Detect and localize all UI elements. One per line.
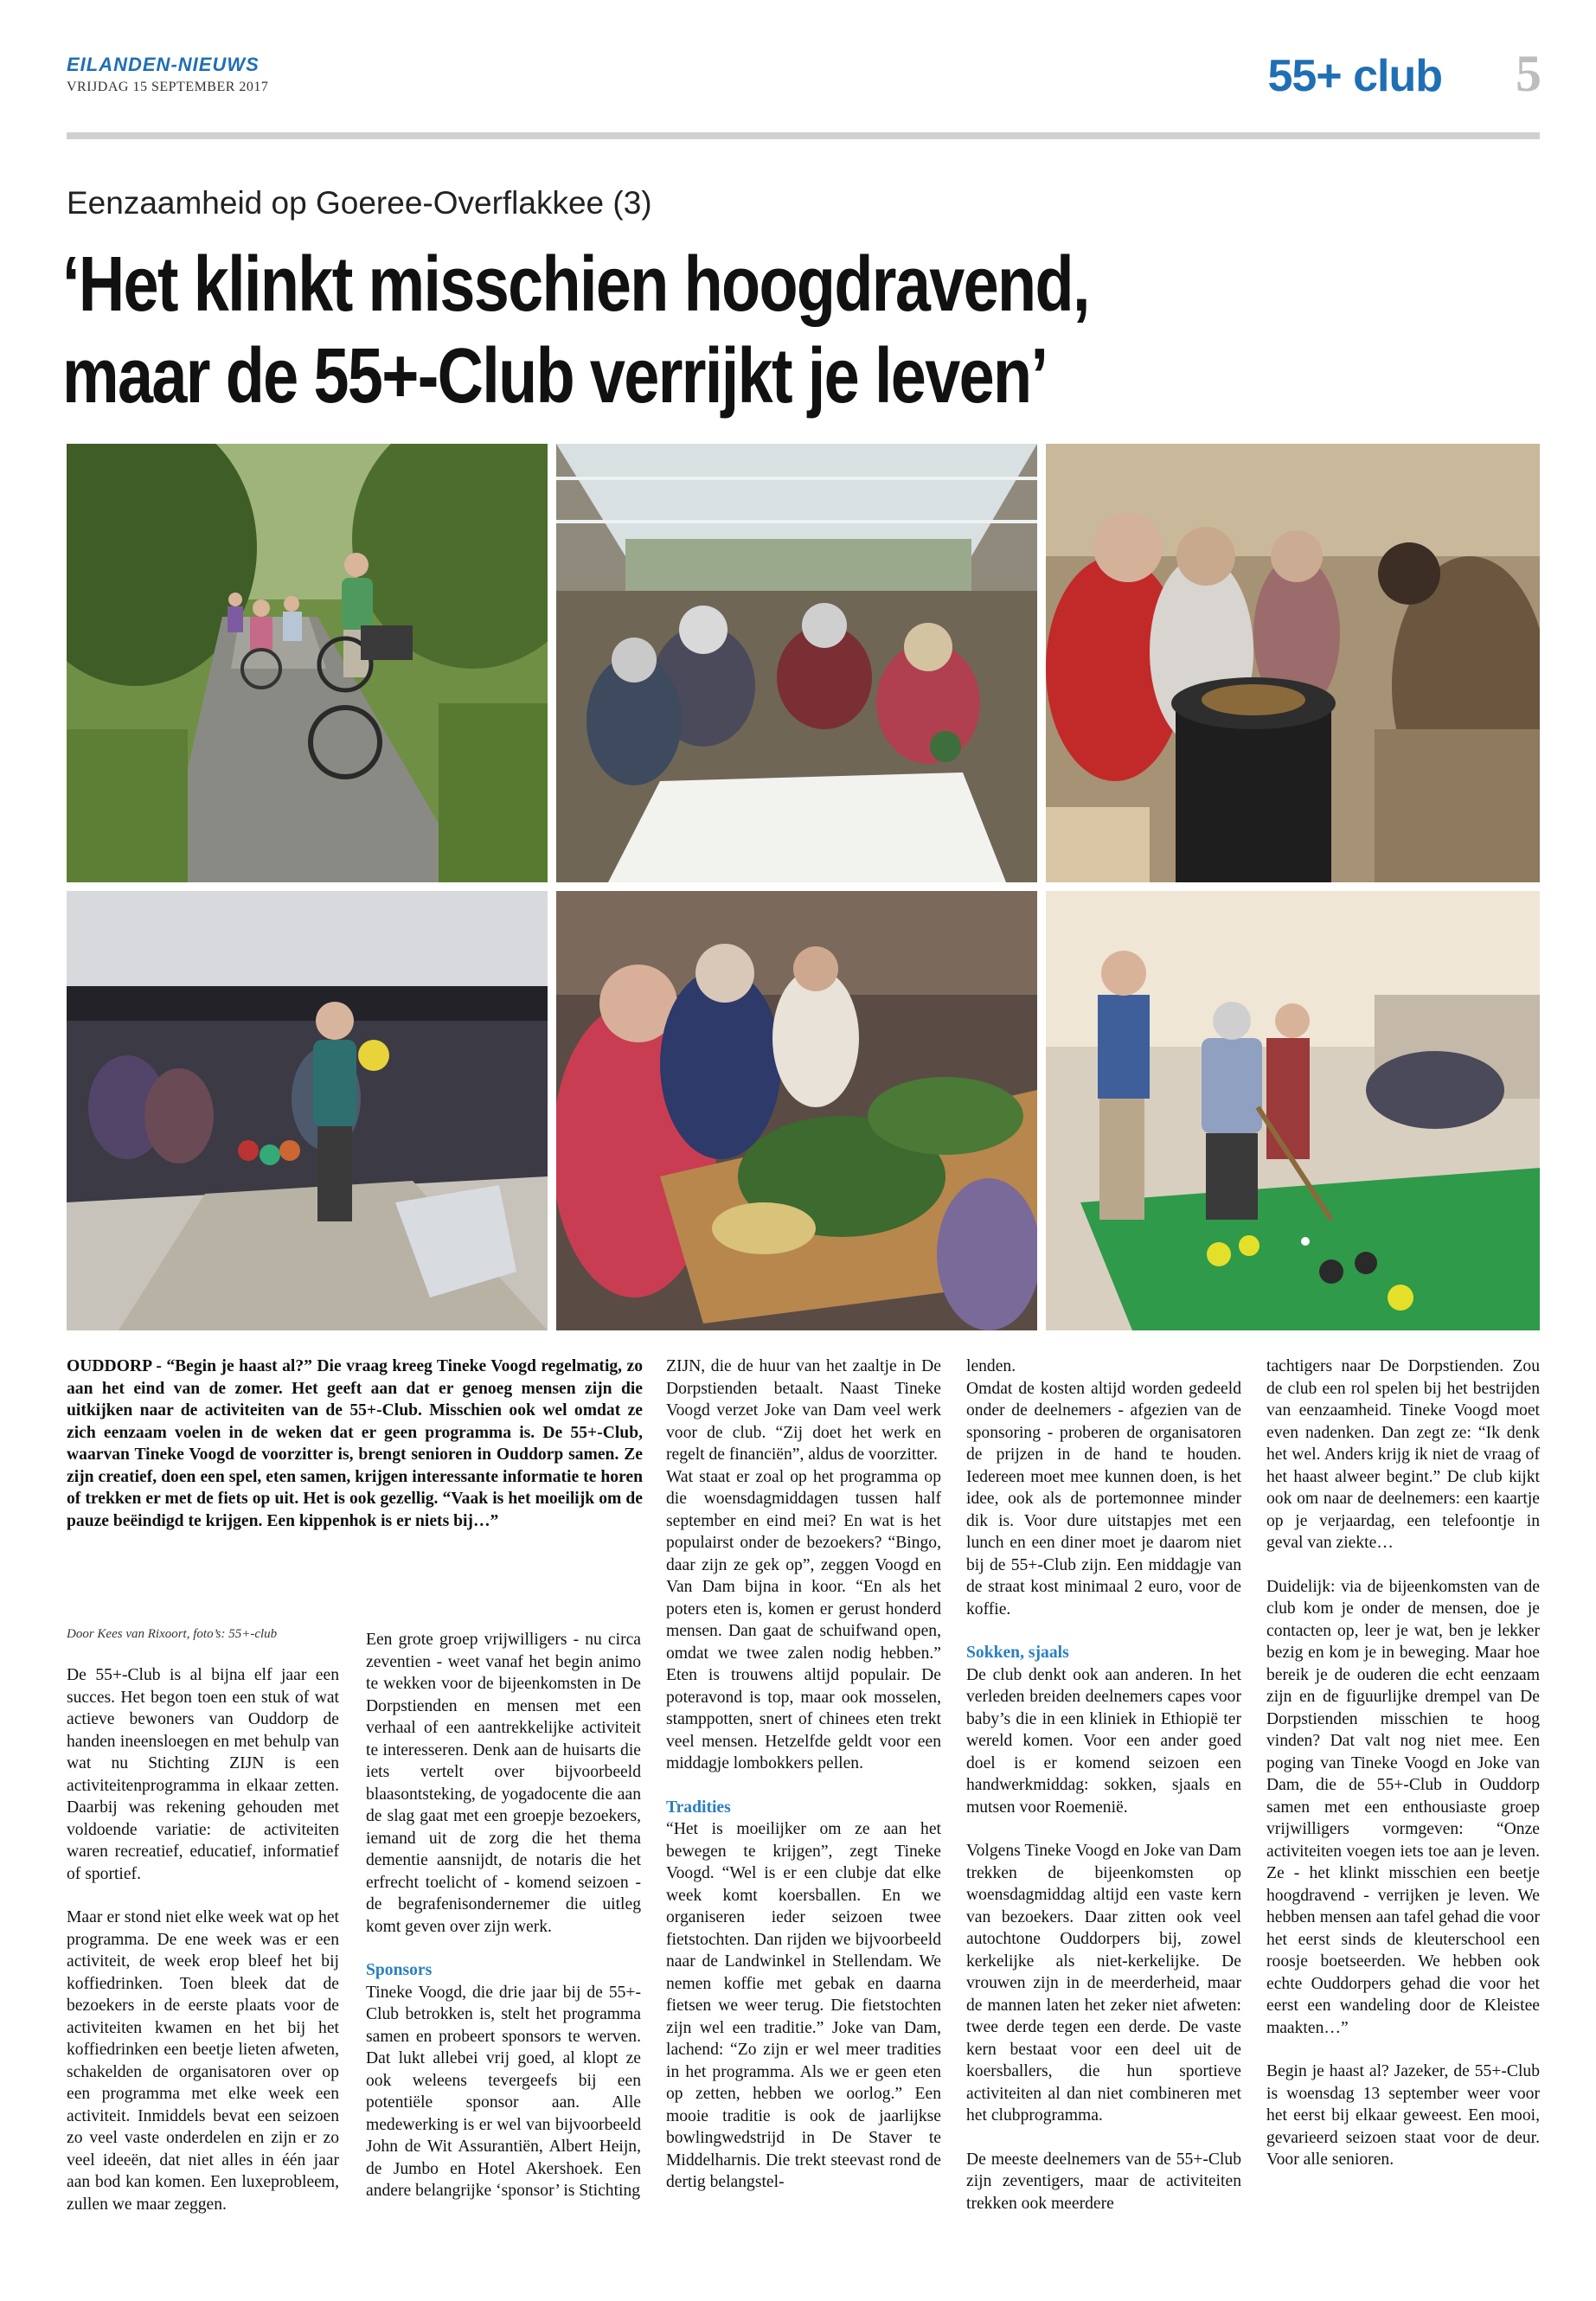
body-column-3 xyxy=(666,1356,941,2215)
header-divider xyxy=(67,132,1540,139)
paragraph: Maar er stond niet elke week wat op het programma. De ene week was er een activiteit, de week erop bleef het bij koffiedrinken. Toen bleek dat de bezoekers in de eerste plaats voor de activiteiten kwamen en het bij het koffiedrinken een beetje lieten afweten, schakelden de organisatoren over op een programma met elke week een activiteit. Inmiddels bevat een seizoen zo veel vaste onderdelen en zijn er zo veel ideeën, dat niet alles in één jaar aan bod kan komen. Een luxeprobleem, zullen we maar zeggen. xyxy=(67,1908,339,2214)
page-number: 5 xyxy=(1516,45,1542,102)
paragraph: Volgens Tineke Voogd en Joke van Dam trekken de bijeenkomsten op woensdagmiddag altijd een vaste kern van bezoekers. Daar zitten ook veel autochtone Ouddorpers bij, zowel kerkelijke als niet-kerkelijke. De vrouwen zijn in de meerderheid, maar de mannen laten het zeker niet afweten: twee derde tegen een derde. De vaste kern bestaat voor een deel uit de koersballers, die hun sportieve activiteiten al dan niet combineren met het clubprogramma. xyxy=(966,1842,1241,2125)
subheading-sponsors: Sponsors xyxy=(366,1961,433,1979)
paragraph: lenden. xyxy=(966,1357,1016,1375)
photo-bowling xyxy=(67,891,548,1330)
paragraph: Duidelijk: via de bijeenkomsten van de club kom je onder de mensen, doe je contacten op, leer je wat, ben je lekker bezig en kom je in beweging. Maar hoe bereik je de ouderen die echt eenzaam zijn en de figuurlijke drempel van De Dorpstienden misschien te hoog vinden? Dat valt nog niet mee. Een poging van Tineke Voogd en Joke van Dam, die de 55+-Club in Ouddorp samen met een enthousiaste groep vrijwilligers vormgeven: “Onze activiteiten voegen iets toe aan je leven. Ze - het klinkt misschien een beetje hoogdravend - verrijken je leven. We hebben mensen aan tafel gehad die voor het eerst sinds de kleuterschool een roosje boetseerden. We hebben ook echte Ouddorpers gehad die voor het eerst een wandeling door de Kleistee maakten…” xyxy=(1266,1577,1540,2037)
article-lead: OUDDORP - “Begin je haast al?” Die vraag kreeg Tineke Voogd regelmatig, zo aan het eind van de zomer. Het geeft aan dat er genoeg mensen zijn die uitkijken naar de activiteiten van de 55+-Club. Misschien ook wel omdat ze zich eenzaam voelen in de weken dat er geen programma is. De 55+-Club, waarvan Tineke Voogd de voorzitter is, brengt senioren in Ouddorp samen. Ze zijn creatief, doen een spel, eten samen, krijgen interessante informatie te horen of trekken er met de fiets op uit. Het is ook gezellig. “Vaak is het moeilijk om de pauze beëindigd te krijgen. Een kippenhok is er niets bij…” xyxy=(67,1357,643,1530)
section-tag: 55+ club xyxy=(1267,51,1442,101)
paragraph: Een grote groep vrijwilligers - nu circa zeventien - weet vanaf het begin animo te wekken voor de bijeenkomsten in De Dorpstienden en mensen met een verhaal of een aantrekkelijke activiteit te interesseren. Denk aan de huisarts die iets vertelt over bijvoorbeeld blaasontsteking, de yogadocente die aan de slag gaat met een groepje bezoekers, iemand uit de zorg die het thema dementie aansnijdt, de notaris die het erfrecht toelicht of - komend seizoen - de begrafenisondernemer die uitleg komt geven over zijn werk. xyxy=(366,1631,641,1936)
photo-buffet xyxy=(1046,444,1540,882)
article-byline: Door Kees van Rixoort, foto’s: 55+-club xyxy=(67,1627,278,1641)
article-headline xyxy=(62,239,1268,422)
paragraph: Begin je haast al? Jazeker, de 55+-Club is woensdag 13 september weer voor het eerst bij elkaar geweest. Een mooi, gevarieerd seizoen staat voor de deur. Voor alle senioren. xyxy=(1266,2062,1540,2169)
body-column-1 xyxy=(67,1664,339,2237)
paragraph: Wat staat er zoal op het programma op die woensdagmiddagen tussen half september en eind mei? En wat is het populairst onder de bezoekers? “Bingo, daar zijn ze gek op”, zeggen Voogd en Van Dam bijna in koor. “En als het poters eten is, komen er gerust honderd mensen. Dan gaat de schuifwand open, omdat we twee zalen nodig hebben.” Eten is trouwens altijd populair. De poteravond is top, maar ook mosselen, stamppotten, snert of chinees eten trekt veel mensen. Hetzelfde geldt voor een middagje lombokkers pellen. xyxy=(666,1467,941,1772)
paragraph: “Het is moeilijker om ze aan het bewegen te krijgen”, zegt Tineke Voogd. “Wel is er een clubje dat elke week komt koersballen. En we organiseren ieder seizoen twee fietstochten. Dan rijden we bijvoorbeeld naar de Landwinkel in Stellendam. We nemen koffie met gebak en daarna fietsen we weer terug. Die fietstochten zijn wel een traditie.” Joke van Dam, lachend: “Zo zijn er wel meer tradities in het programma. Als we er geen eten op zetten, hebben we oorlog.” Een mooie traditie is ook de jaarlijkse bowlingwedstrijd in De Staver te Middelharnis. Die trekt steevast rond de dertig belangstel- xyxy=(666,1820,941,2191)
masthead xyxy=(67,54,268,95)
subheading-tradities: Tradities xyxy=(666,1798,731,1817)
paragraph: De 55+-Club is al bijna elf jaar een succes. Het begon toen een stuk of wat actieve bewoners van Ouddorp de handen ineensloegen en met behulp van wat nu Stichting ZIJN is een activiteitenprogramma in elkaar zetten. Daarbij was rekening gehouden met voldoende variatie: de activiteiten waren recreatief, educatief, informatief of sportief. xyxy=(67,1666,339,1883)
paragraph: ZIJN, die de huur van het zaaltje in De Dorpstienden betaalt. Naast Tineke Voogd verzet Joke van Dam veel werk voor de club. “Zij doet het werk en regelt de financiën”, aldus de voorzitter. xyxy=(666,1357,941,1464)
paragraph: De club denkt ook aan anderen. In het verleden breiden deelnemers capes voor baby’s die in een kliniek in Ethiopië ter wereld komen. Voor een ander goed doel is er komend seizoen een handwerkmiddag: sokken, sjaals en mutsen voor Roemenië. xyxy=(966,1665,1241,1817)
paragraph: De meeste deelnemers van de 55+-Club zijn zeventigers, maar de activiteiten trekken ook meerdere xyxy=(966,2150,1241,2213)
photo-boat-trip xyxy=(556,444,1037,882)
paragraph: tachtigers naar De Dorpstienden. Zou de club een rol spelen bij het bestrijden van eenzaamheid. Tineke Voogd moet even nadenken. Dan zegt ze: “Ik denk het wel. Anders krijg ik niet de vraag of het haast alweer begint.” De club kijkt ook om naar de deelnemers: een kaartje op je verjaardag, een telefoontje in geval van ziekte… xyxy=(1266,1357,1540,1552)
photo-cycling-tour xyxy=(67,444,548,882)
body-column-4 xyxy=(966,1356,1241,2236)
photo-koersbal xyxy=(1046,891,1540,1330)
article-kicker: Eenzaamheid op Goeree-Overflakkee (3) xyxy=(67,185,652,221)
paragraph: Omdat de kosten altijd worden gedeeld onder de deelnemers - afgezien van de sponsoring - proberen de organisatoren de prijzen in de hand te houden. Iedereen moet mee kunnen doen, is het idee, ook als de portemonnee minder dik is. Voor dure uitstapjes met een lunch en een diner moet je daarom niet bij de 55+-Club zijn. Een middagje van de straat kost minimaal 2 euro, voor de koffie. xyxy=(966,1379,1241,1618)
body-column-2 xyxy=(366,1629,641,2224)
subheading-sokken-sjaals: Sokken, sjaals xyxy=(966,1644,1069,1662)
headline-line-2: maar de 55+-Club verrijkt je leven’ xyxy=(62,333,1048,420)
photo-crafts-table xyxy=(556,891,1037,1330)
headline-line-1: ‘Het klinkt misschien hoogdravend, xyxy=(62,241,1089,328)
body-column-5 xyxy=(1266,1356,1540,2193)
paragraph: Tineke Voogd, die drie jaar bij de 55+-Club betrokken is, stelt het programma samen en probeert sponsors te werven. Dat lukt allebei vrij goed, al klopt ze ook weleens tevergeefs bij een potentiële sponsor aan. Alle medewerking is er wel van bijvoorbeeld John de Wit Assurantiën, Albert Heijn, de Jumbo en Hotel Akershoek. Een andere belangrijke ‘sponsor’ is Stichting xyxy=(366,1983,641,2200)
issue-date: VRIJDAG 15 SEPTEMBER 2017 xyxy=(67,80,269,94)
newspaper-logo: EILANDEN-NIEUWS xyxy=(67,54,260,75)
